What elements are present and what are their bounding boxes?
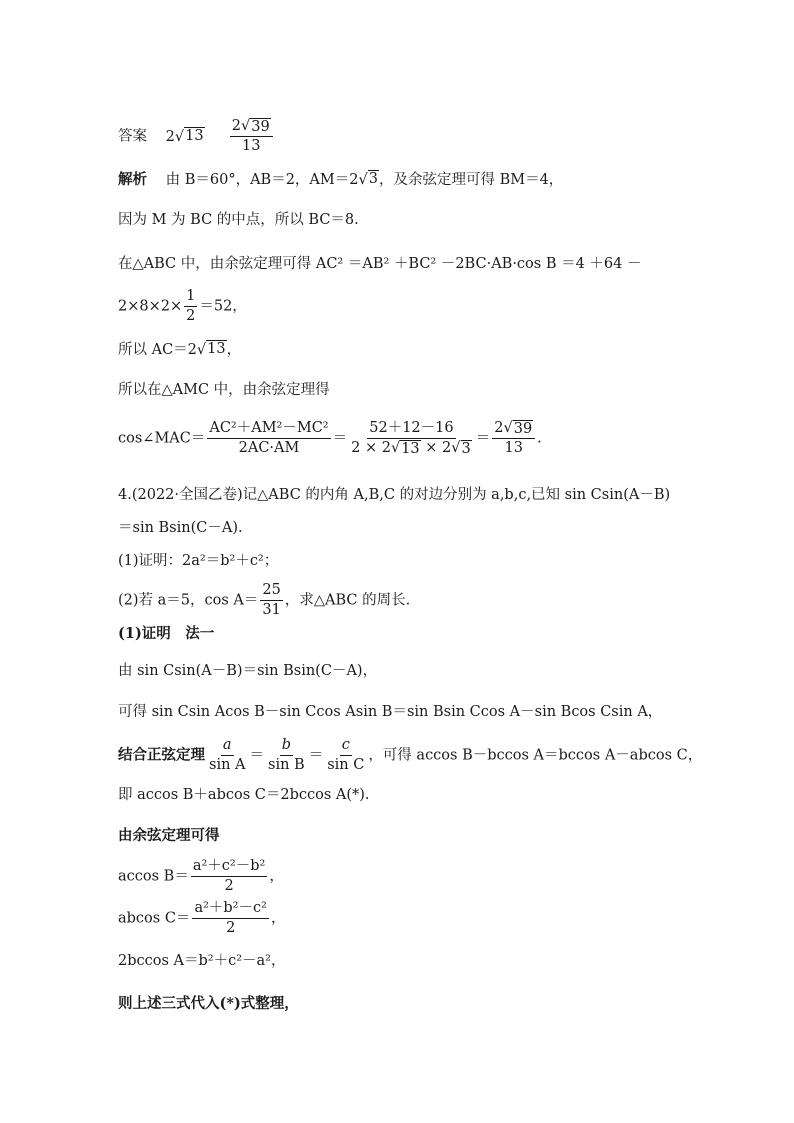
analysis-line-5: 所以 AC＝2 √ 13 ， bbox=[118, 341, 242, 358]
problem-part-1: (1)证明：2a²＝b²＋c²； bbox=[118, 553, 279, 569]
proof-line-9: 则上述三式代入(*)式整理， bbox=[118, 995, 299, 1012]
analysis-line-1: 解析 由 B＝60°，AB＝2，AM＝2 √ 3 ，及余弦定理可得 BM＝4， bbox=[118, 171, 564, 188]
proof-line-8: 2bccos A＝b²＋c²－a²， bbox=[118, 953, 286, 969]
problem-line-1: 4.(2022·全国乙卷)记△ABC 的内角 A,B,C 的对边分别为 a,b,c,已知 sin Csin(A－B) bbox=[118, 487, 671, 503]
analysis-line-2: 因为 M 为 BC 的中点，所以 BC＝8. bbox=[118, 212, 359, 228]
proof-line-4: 即 accos B＋abcos C＝2bccos A(*). bbox=[118, 787, 370, 803]
proof-line-2: 可得 sin Csin Acos B－sin Ccos Asin B＝sin Bsin Ccos A－sin Bcos Csin A， bbox=[118, 704, 663, 720]
analysis-line-4: 2×8×2× $\frac{1}{2}$ ＝52， bbox=[118, 288, 247, 324]
analysis-line-3: 在△ABC 中，由余弦定理可得 AC² ＝AB² ＋BC² －2BC·AB·cos B ＝4 ＋64 － bbox=[118, 256, 642, 272]
problem-line-2: ＝sin Bsin(C－A). bbox=[118, 520, 243, 536]
answer-line bbox=[118, 118, 275, 155]
proof-line-6: accos B＝ $\frac{\text{a²＋c²－b²}}{2}$ ， bbox=[118, 858, 284, 894]
analysis-line-6: 所以在△AMC 中，由余弦定理得 bbox=[118, 382, 330, 398]
proof-line-5: 由余弦定理可得 bbox=[118, 827, 220, 844]
analysis-label: 解析 bbox=[118, 171, 147, 188]
answer-label: 答案 bbox=[118, 128, 147, 145]
answer-value-1: 2 √ 13 bbox=[165, 127, 204, 145]
proof-line-7: abcos C＝ $\frac{\text{a²＋b²－c²}}{2}$ ， bbox=[118, 900, 286, 936]
problem-part-2: (2)若 a＝5，cos A＝ $\frac{25}{31}$ ，求△ABC 的周长. bbox=[118, 582, 411, 618]
proof-line-3: 结合正弦定理 $\frac{a}{\text{sin A}}$ ＝ $\frac{b}{\text{sin B}}$ ＝ $\frac{c}{\text{sin C}}$ ，可得 accos B－bccos A＝bccos A－abcos C， bbox=[118, 737, 703, 773]
proof-heading: (1)证明 法一 bbox=[118, 625, 215, 642]
answer-value-2: 2 √ 39 13 bbox=[230, 118, 273, 155]
analysis-line-7: cos∠MAC＝ $\frac{\text{AC²＋AM²－MC²}}{2AC\cdot AM}$ ＝ 52＋12－16 2 × 2 √ 13 × 2 √ 3 ＝ 2 √ 39 13 . bbox=[118, 420, 542, 457]
proof-line-1: 由 sin Csin(A－B)＝sin Bsin(C－A)， bbox=[118, 663, 378, 679]
